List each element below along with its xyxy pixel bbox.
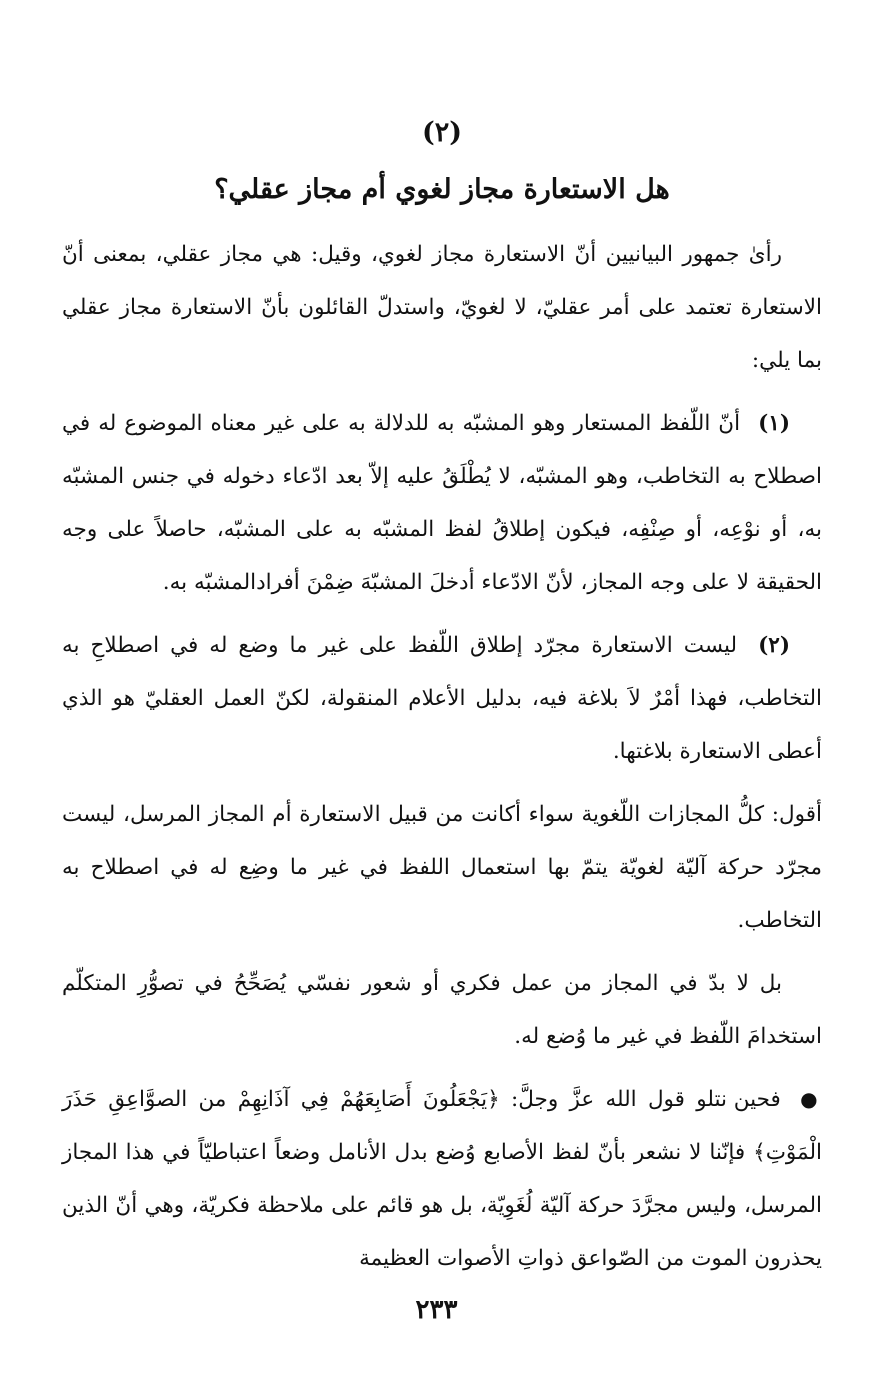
bal-paragraph: بل لا بدّ في المجاز من عمل فكري أو شعور نفسّي يُصَحِّحُ في تصوُّرِ المتكلّم استخدامَ اللّفظ في غير ما وُضع له. xyxy=(62,971,822,1049)
point-2-number: (٢) xyxy=(758,633,790,658)
intro-paragraph: رأىٰ جمهور البيانيين أنّ الاستعارة مجاز لغوي، وقيل: هي مجاز عقلي، بمعنى أنّ الاستعارة تعتمد على أمر عقليّ، لا لغويّ، واستدلّ القائلون بأنّ الاستعارة مجاز عقلي بما يلي: xyxy=(62,242,822,373)
aqul-paragraph: أقول: كلُّ المجازات اللّغوية سواء أكانت من قبيل الاستعارة أم المجاز المرسل، ليست مجرّد حركة آليّة لغويّة يتمّ بها استعمال اللفظ في غير ما وضِع له في اصطلاح به التخاطب. xyxy=(62,802,822,933)
page-number: ٢٣٣ xyxy=(415,1295,458,1325)
point-2 xyxy=(62,619,822,778)
bullet-paragraph-text: فحين نتلو قول الله عزَّ وجلَّ: ﴿يَجْعَلُونَ أَصَابِعَهُمْ فِي آذَانِهِمْ من الصوَّاعِقِ حَذَرَ الْمَوْتِ﴾ فإنّنا لا نشعر بأنّ لفظ الأصابع وُضع بدل الأنامل وضعاً اعتباطيّاً في هذا المجاز المرسل، وليس مجرَّدَ حركة آليّة لُغَوِيّة، بل هو قائم على ملاحظة فكريّة، وهي أنّ الذين يحذرون الموت من الصّواعق ذواتِ الأصوات العظيمة xyxy=(62,1087,822,1271)
point-2-text: ليست الاستعارة مجرّد إطلاق اللّفظ على غير ما وضع له في اصطلاحِ به التخاطب، فهذا أمْرٌ لاَ بلاغة فيه، بدليل الأعلام المنقولة، لكنّ العمل العقليّ هو الذي أعطى الاستعارة بلاغتها. xyxy=(62,633,822,764)
point-1 xyxy=(62,397,822,609)
bullet-icon: ● xyxy=(800,1087,822,1111)
point-1-number: (١) xyxy=(758,411,790,436)
point-1-text: أنّ اللّفظ المستعار وهو المشبّه به للدلالة به على غير معناه الموضوع له في اصطلاح به التخاطب، وهو المشبّه، لا يُطْلَقُ عليه إلاّ بعد ادّعاء دخوله في جنس المشبّه به، أو نوْعِه، أو صِنْفِه، فيكون إطلاقُ لفظ المشبّه به على المشبّه، حاصلاً على وجه الحقيقة لا على وجه المجاز، لأنّ الادّعاء أدخلَ المشبّهَ ضِمْنَ أفرادالمشبّه به. xyxy=(62,411,822,595)
bullet-paragraph xyxy=(62,1073,822,1285)
page-title: هل الاستعارة مجاز لغوي أم مجاز عقلي؟ xyxy=(214,174,670,205)
page-body xyxy=(62,112,822,1342)
section-number: (٢) xyxy=(421,117,463,148)
